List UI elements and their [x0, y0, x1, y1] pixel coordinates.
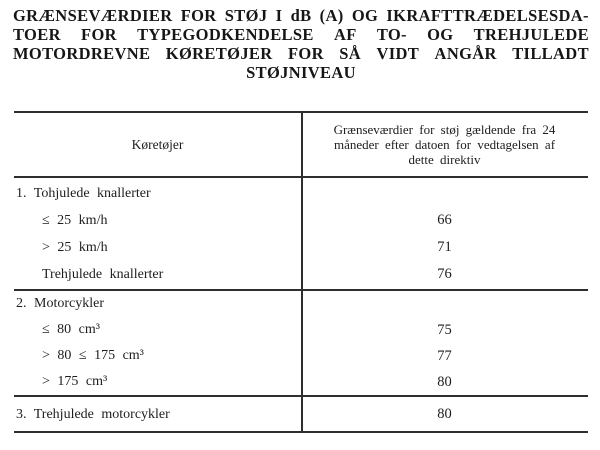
- vehicle-label: 2. Motorcykler: [16, 296, 104, 311]
- noise-limit-value: 75: [437, 322, 452, 338]
- column-header-vehicles: Køretøjer: [131, 136, 184, 152]
- vehicle-label: Trehjulede knallerter: [42, 267, 164, 282]
- noise-limit-value: [301, 291, 588, 317]
- title-line: STØJNIVEAU: [246, 63, 356, 82]
- column-header-limits-line: dette direktiv: [408, 152, 481, 167]
- noise-limit-value: 80: [437, 406, 452, 422]
- vehicle-label: > 80 ≤ 175 cm³: [42, 348, 144, 363]
- noise-limit-value: 71: [437, 239, 452, 255]
- page-title: [13, 6, 589, 82]
- noise-limits-table: [14, 111, 588, 433]
- noise-limit-value: 77: [437, 348, 452, 364]
- title-line: MOTORDREVNE KØRETØJER FOR SÅ VIDT ANGÅR TILLADT: [13, 44, 589, 63]
- vehicle-label: > 175 cm³: [42, 374, 108, 389]
- vehicle-label: ≤ 80 cm³: [42, 322, 100, 337]
- column-header-limits: [301, 113, 588, 176]
- title-line: TOER FOR TYPEGODKENDELSE AF TO- OG TREHJULEDE: [13, 25, 589, 44]
- column-header-limits-line: måneder efter datoen for vedtagelsen af: [333, 137, 556, 152]
- vehicle-label: 3. Trehjulede motorcykler: [16, 407, 170, 422]
- column-divider: [301, 113, 303, 431]
- noise-limit-value: [301, 180, 588, 207]
- vehicle-label: ≤ 25 km/h: [42, 213, 108, 228]
- noise-limit-value: 80: [437, 374, 452, 390]
- column-header-limits-line: Grænseværdier for støj gældende fra 24: [333, 122, 556, 137]
- vehicle-label: > 25 km/h: [42, 240, 108, 255]
- noise-limit-value: 76: [437, 266, 452, 282]
- noise-limit-value: 66: [437, 212, 452, 228]
- title-line: GRÆNSEVÆRDIER FOR STØJ I dB (A) OG IKRAFTTRÆDELSESDA-: [13, 6, 589, 25]
- vehicle-label: 1. Tohjulede knallerter: [16, 186, 151, 201]
